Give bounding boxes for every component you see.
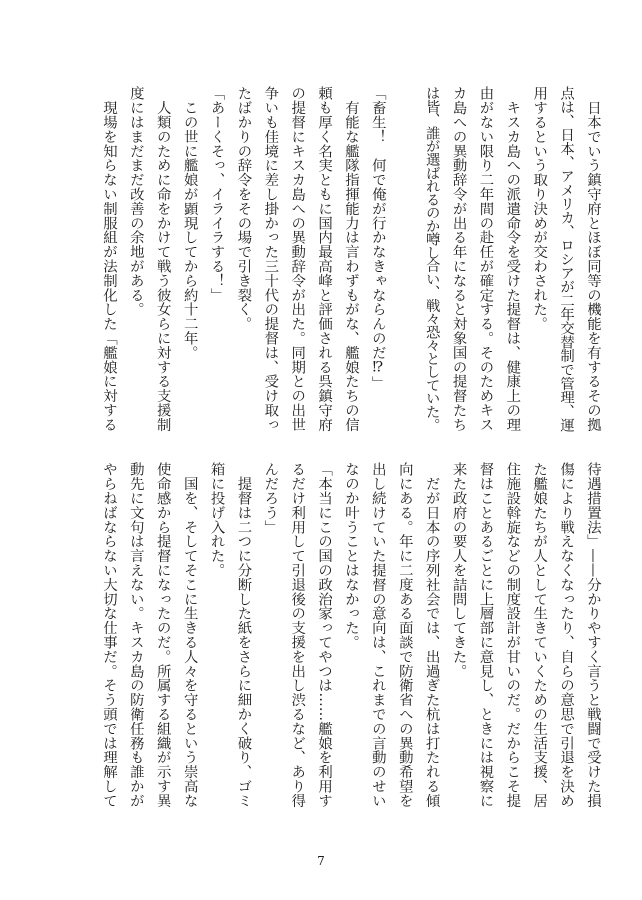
text-line: 「本当にこの国の政治家ってやつは……艦娘を利用す (316, 462, 333, 808)
text-line: 督はことあるごとに上層部に意見し、ときには視察に (477, 462, 494, 808)
text-line: 点は、日本、アメリカ、ロシアが二年交替制で管理、運 (558, 86, 575, 432)
text-line: 住施設斡旋などの制度設計が甘いのだ。だからこそ提 (504, 462, 521, 808)
text-line: やらねばならない大切な仕事だ。そう頭では理解して (100, 462, 117, 808)
text-line: 箱に投げ入れた。 (208, 462, 225, 578)
text-line: 待遇措置法」——分かりやすく言うと戦闘で受けた損 (585, 462, 601, 808)
text-line: 頼も厚く名実ともに国内最高峰と評価される呉鎮守府 (316, 86, 333, 432)
text-line: たばかりの辞令をその場で引き裂く。 (235, 86, 252, 331)
text-line: 国を、そしてそこに生きる人々を守るという崇高な (181, 462, 198, 808)
page-number: 7 (317, 854, 325, 868)
text-line: キスカ島への派遣命令を受けた提督は、健康上の理 (504, 86, 521, 432)
text-line: 傷により戦えなくなったり、自らの意思で引退を決め (558, 462, 575, 808)
text-line: 争いも佳境に差し掛かった三十代の提督は、受け取っ (262, 86, 279, 432)
text-line: 向にある。年に二度ある面談で防衛省への異動希望を (396, 462, 413, 808)
text-line: 「畜生！ 何で俺が行かなきゃならんのだ⁉」 (369, 86, 386, 390)
text-line: カ島への異動辞令が出る年になると対象国の提督たち (450, 86, 467, 432)
text-line: 現場を知らない制服組が法制化した「艦娘に対する (100, 86, 117, 432)
text-line: 有能な艦隊指揮能力は言わずもがな、艦娘たちの信 (342, 86, 359, 432)
text-line: 提督は二つに分断した紙をさらに細かく破り、ゴミ (235, 462, 252, 808)
text-line: なのか叶うことはなかった。 (342, 462, 359, 650)
text-line: 由がない限り二年間の赴任が確定する。そのためキス (477, 86, 494, 432)
text-line: た艦娘たちが人として生きていくための生活支援、居 (531, 462, 548, 808)
blank-line (391, 86, 418, 432)
text-line: 使命感から提督になったのだ。所属する組織が示す異 (154, 462, 171, 808)
text-line: 用するという取り決めが交わされた。 (531, 86, 548, 331)
text-line: 日本でいう鎮守府とほぼ同等の機能を有するその拠 (585, 86, 601, 432)
text-line: は皆、誰が選ばれるのか噂し合い、戦々恐々としていた。 (423, 86, 440, 431)
text-line: 動先に文句は言えない。キスカ島の防衛任務も誰かが (127, 462, 144, 808)
text-line: 度にはまだまだ改善の余地がある。 (127, 86, 144, 317)
text-line: 人類のために命をかけて戦う彼女らに対する支援制 (154, 86, 171, 432)
text-line: 「あーくそっ、イライラする！」 (208, 86, 225, 302)
text-line: るだけ利用して引退後の支援を出し渋るなど、あり得 (289, 462, 306, 808)
text-line: だが日本の序列社会では、出過ぎた杭は打たれる傾 (423, 462, 440, 808)
text-line: 来た政府の要人を詰問してきた。 (450, 462, 467, 678)
lower-text-block (95, 462, 606, 808)
upper-text-block (95, 86, 606, 432)
text-line: の提督にキスカ島への異動辞令が出た。同期との出世 (289, 86, 306, 432)
text-line: 出し続けていた提督の意向は、これまでの言動のせい (369, 462, 386, 808)
text-line: んだろう」 (262, 462, 279, 534)
text-line: この世に艦娘が顕現してから約十二年。 (181, 86, 198, 360)
